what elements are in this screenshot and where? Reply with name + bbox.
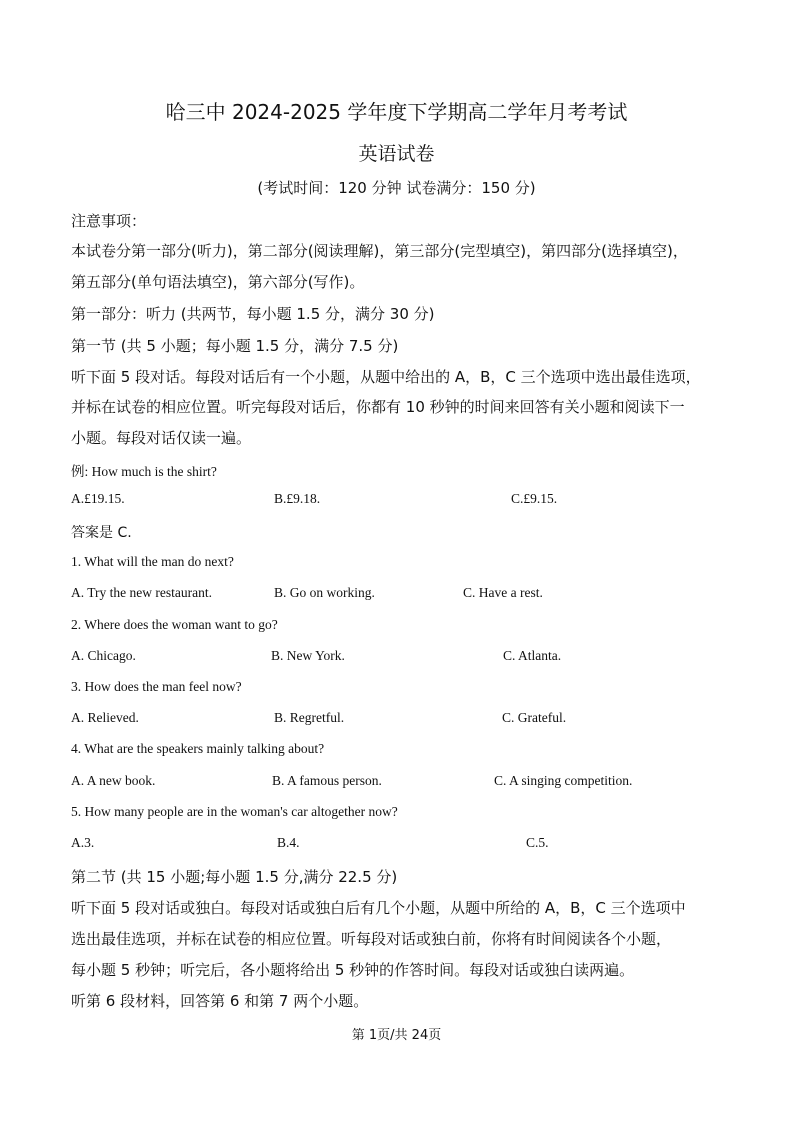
question-1: 1. What will the man do next?: [71, 554, 234, 569]
example-question: 例: How much is the shirt?: [71, 464, 217, 479]
question-3: 3. How does the man feel now?: [71, 679, 242, 694]
section2-heading: 第二节 (共 15 小题;每小题 1.5 分,满分 22.5 分): [71, 868, 398, 886]
question-4-option-a: A. A new book.: [71, 773, 156, 788]
section1-heading: 第一节 (共 5 小题；每小题 1.5 分，满分 7.5 分): [71, 337, 399, 355]
question-2-option-a: A. Chicago.: [71, 648, 136, 663]
question-5-option-a: A.3.: [71, 835, 95, 850]
question-3-option-c: C. Grateful.: [502, 710, 567, 725]
section1-instruction-1: 听下面 5 段对话。每段对话后有一个小题，从题中给出的 A，B，C 三个选项中选出最佳选项，: [71, 368, 701, 386]
example-option-c: C.£9.15.: [511, 491, 558, 506]
example-option-a: A.£19.15.: [71, 491, 125, 506]
example-answer: 答案是 C.: [71, 525, 132, 541]
question-4: 4. What are the speakers mainly talking about?: [71, 741, 325, 756]
notes-heading: 注意事项：: [71, 212, 147, 230]
question-5: 5. How many people are in the woman's car altogether now?: [71, 804, 398, 819]
page-number: 第 1页/共 24页: [351, 1028, 442, 1043]
notes-line-2: 第五部分(单句语法填空)，第六部分(写作)。: [71, 273, 365, 291]
part1-heading: 第一部分：听力 (共两节，每小题 1.5 分，满分 30 分): [71, 305, 435, 323]
question-4-option-c: C. A singing competition.: [494, 773, 633, 788]
question-1-option-b: B. Go on working.: [274, 585, 375, 600]
question-1-option-a: A. Try the new restaurant.: [71, 585, 212, 600]
question-1-option-c: C. Have a rest.: [463, 585, 543, 600]
notes-line-1: 本试卷分第一部分(听力)，第二部分(阅读理解)，第三部分(完型填空)，第四部分(选择填空)，: [71, 242, 688, 260]
section2-instruction-1: 听下面 5 段对话或独白。每段对话或独白后有几个小题，从题中所给的 A，B，C 三个选项中: [71, 899, 686, 917]
question-2-option-b: B. New York.: [271, 648, 345, 663]
section2-instruction-3: 每小题 5 秒钟；听完后，各小题将给出 5 秒钟的作答时间。每段对话或独白读两遍。: [71, 961, 635, 979]
question-5-option-b: B.4.: [277, 835, 300, 850]
question-2: 2. Where does the woman want to go?: [71, 617, 278, 632]
question-5-option-c: C.5.: [526, 835, 549, 850]
section2-instruction-2: 选出最佳选项，并标在试卷的相应位置。听每段对话或独白前，你将有时间阅读各个小题，: [71, 930, 672, 948]
section2-instruction-4: 听第 6 段材料，回答第 6 和第 7 两个小题。: [71, 992, 369, 1010]
exam-subtitle: 英语试卷: [358, 143, 435, 165]
section1-instruction-3: 小题。每段对话仅读一遍。: [71, 429, 252, 447]
section1-instruction-2: 并标在试卷的相应位置。听完每段对话后，你都有 10 秒钟的时间来回答有关小题和阅读下一: [71, 398, 685, 416]
example-option-b: B.£9.18.: [274, 491, 321, 506]
question-2-option-c: C. Atlanta.: [503, 648, 562, 663]
question-4-option-b: B. A famous person.: [272, 773, 382, 788]
exam-title: 哈三中 2024-2025 学年度下学期高二学年月考考试: [165, 100, 628, 124]
question-3-option-a: A. Relieved.: [71, 710, 139, 725]
question-3-option-b: B. Regretful.: [274, 710, 345, 725]
exam-info: (考试时间：120 分钟 试卷满分：150 分): [257, 179, 536, 197]
